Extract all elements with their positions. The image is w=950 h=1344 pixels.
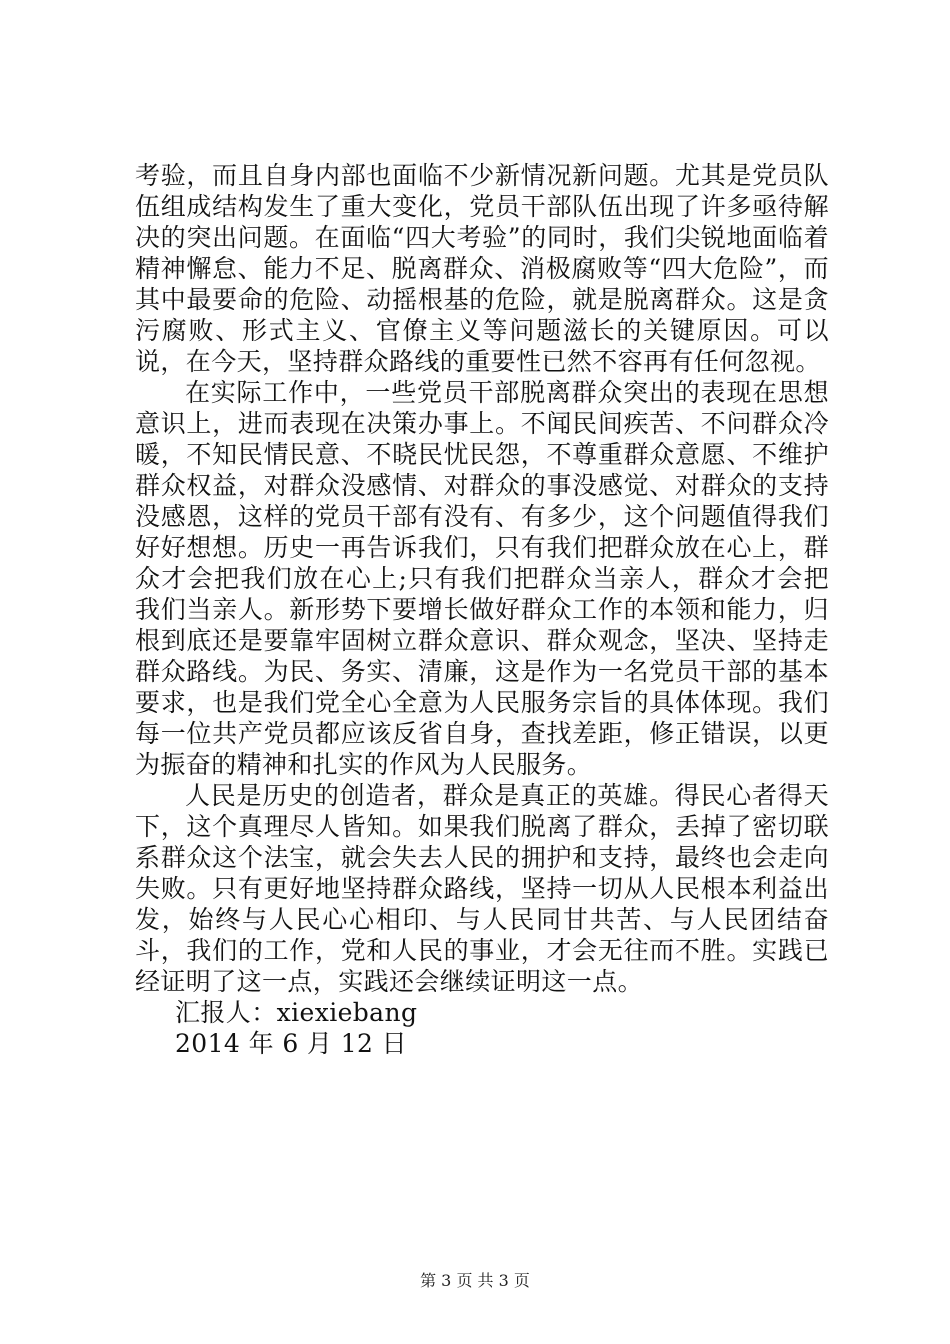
report-date: 2014 年 6 月 12 日 [175,1029,408,1058]
document-body [135,160,829,1059]
paragraph-2: 在实际工作中，一些党员干部脱离群众突出的表现在思想意识上，进而表现在决策办事上。不闻民间疾苦、不问群众冷暖，不知民情民意、不晓民忧民怨，不尊重群众意愿、不维护群众权益，对群众没感情、对群众的事没感觉、对群众的支持没感恩，这样的党员干部有没有、有多少，这个问题值得我们好好想想。历史一再告诉我们，只有我们把群众放在心上，群众才会把我们放在心上;只有我们把群众当亲人，群众才会把我们当亲人。新形势下要增长做好群众工作的本领和能力，归根到底还是要靠牢固树立群众意识、群众观念，坚决、坚持走群众路线。为民、务实、清廉，这是作为一名党员干部的基本要求，也是我们党全心全意为人民服务宗旨的具体体现。我们每一位共产党员都应该反省自身，查找差距，修正错误，以更为振奋的精神和扎实的作风为人民服务。 [135,378,829,779]
paragraph-3: 人民是历史的创造者，群众是真正的英雄。得民心者得天下，这个真理尽人皆知。如果我们脱离了群众，丢掉了密切联系群众这个法宝，就会失去人民的拥护和支持，最终也会走向失败。只有更好地坚持群众路线，坚持一切从人民根本利益出发，始终与人民心心相印、与人民同甘共苦、与人民团结奋斗，我们的工作，党和人民的事业，才会无往而不胜。实践已经证明了这一点，实践还会继续证明这一点。 [135,781,829,996]
paragraph-1: 考验，而且自身内部也面临不少新情况新问题。尤其是党员队伍组成结构发生了重大变化，党员干部队伍出现了许多亟待解决的突出问题。在面临“四大考验”的同时，我们尖锐地面临着精神懈怠、能力不足、脱离群众、消极腐败等“四大危险”，而其中最要命的危险、动摇根基的危险，就是脱离群众。这是贪污腐败、形式主义、官僚主义等问题滋长的关键原因。可以说，在今天，坚持群众路线的重要性已然不容再有任何忽视。 [135,161,829,376]
page-footer: 第 3 页 共 3 页 [420,1271,530,1290]
reporter-line: 汇报人：xiexiebang [175,998,418,1027]
